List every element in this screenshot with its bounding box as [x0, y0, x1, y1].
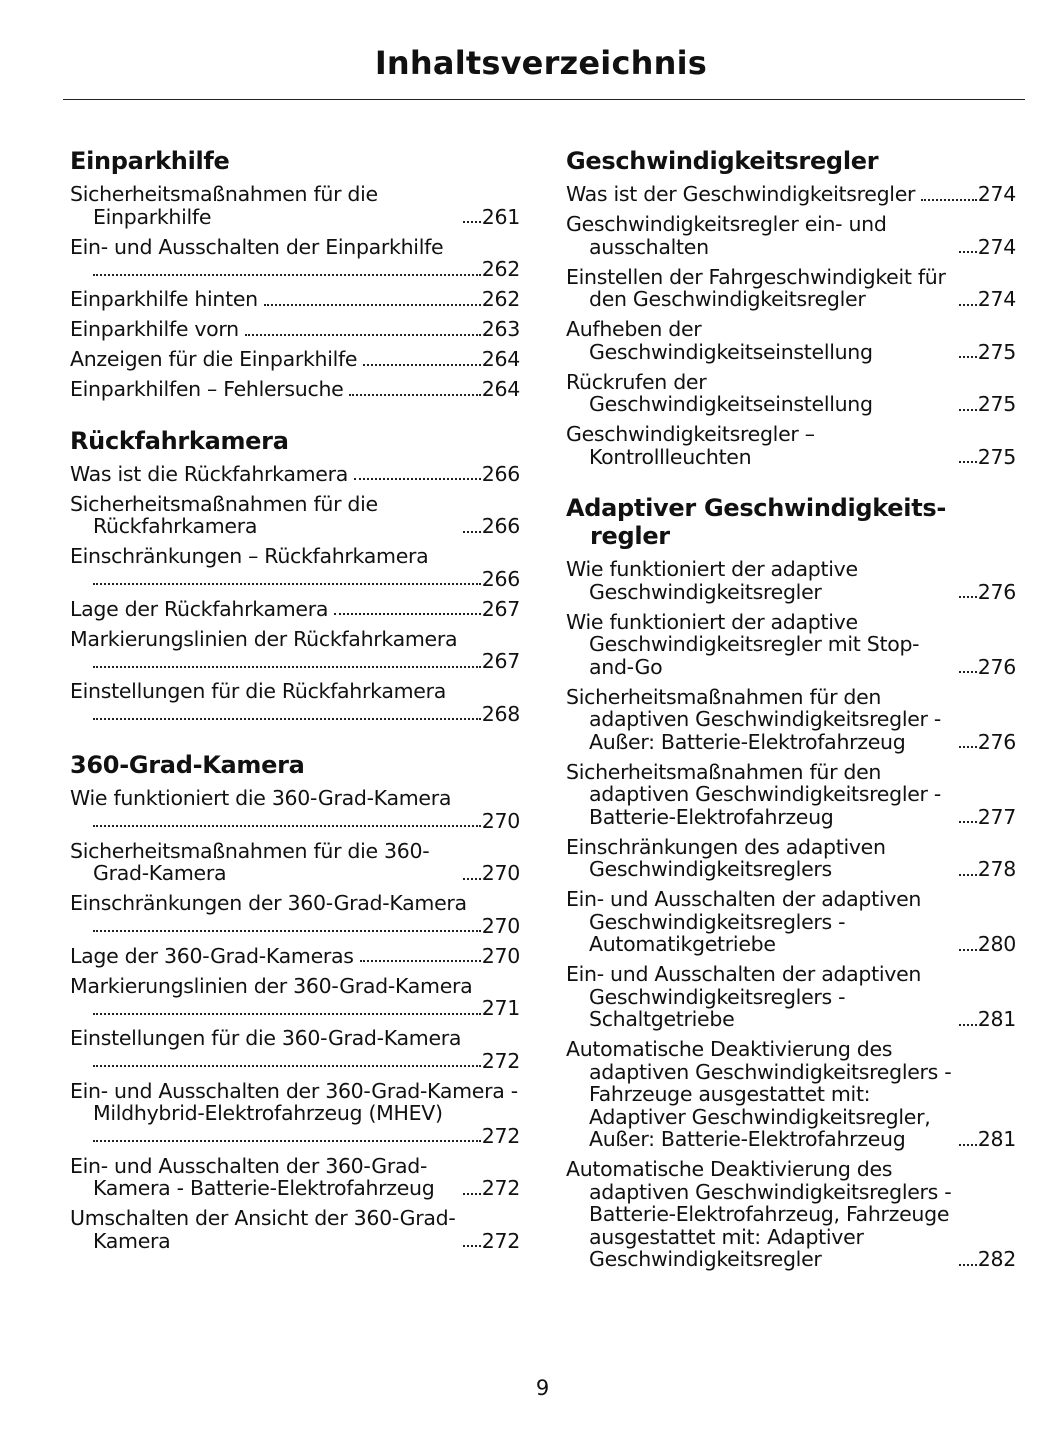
toc-entry[interactable] — [70, 183, 520, 228]
entry-page: 261 — [481, 204, 520, 229]
entry-text: Ein- und Ausschalten der adaptiven Geschwindigkeitsreglers - Automatikgetriebe — [566, 887, 922, 956]
dot-leader — [354, 478, 481, 480]
entry-text: Sicherheitsmaßnahmen für die 360-Grad-Kamera — [70, 838, 430, 885]
dot-leader — [360, 960, 481, 962]
entry-text: Was ist die Rückfahrkamera — [70, 461, 348, 486]
entry-page: 270 — [481, 913, 520, 938]
entry-text: Lage der Rückfahrkamera — [70, 596, 329, 621]
dot-leader — [959, 821, 977, 823]
toc-entry[interactable] — [566, 318, 1016, 363]
toc-entry[interactable] — [566, 888, 1016, 956]
entry-page: 264 — [481, 347, 520, 371]
toc-entry[interactable] — [566, 183, 1016, 206]
section-title: Einparkhilfe — [70, 147, 230, 175]
entry-text: Einstellen der Fahrgeschwindigkeit für den Geschwindigkeitsregler — [566, 264, 946, 311]
entry-page: 263 — [481, 317, 520, 341]
entry-text: Sicherheitsmaßnahmen für die Einparkhilfe — [70, 182, 378, 229]
toc-entry[interactable] — [566, 836, 1016, 881]
entry-page: 272 — [481, 1123, 520, 1148]
dot-leader — [959, 304, 977, 306]
entry-page: 281 — [977, 1127, 1016, 1151]
dot-leader — [959, 596, 977, 598]
entry-text: Markierungslinien der Rückfahrkamera — [70, 626, 458, 651]
dot-leader — [959, 1264, 977, 1266]
toc-section-einparkhilfe — [70, 147, 520, 401]
entry-page: 281 — [977, 1007, 1016, 1031]
entry-page: 275 — [977, 444, 1016, 469]
toc-entry[interactable] — [566, 371, 1016, 416]
toc-section-adaptiver-geschwindigkeitsregler — [566, 494, 1016, 1271]
entry-page: 270 — [481, 808, 520, 833]
entry-text: Ein- und Ausschalten der 360-Grad-Kamera - Batterie-Elektrofahrzeug — [70, 1153, 435, 1200]
entry-page: 266 — [481, 566, 520, 591]
toc-entry[interactable] — [70, 378, 520, 401]
toc-entry[interactable] — [70, 463, 520, 486]
dot-leader — [363, 364, 481, 366]
dot-leader — [93, 666, 481, 668]
entry-text: Einstellungen für die 360-Grad-Kamera — [70, 1026, 462, 1050]
toc-entry[interactable] — [70, 787, 520, 832]
dot-leader — [463, 878, 481, 880]
dot-leader — [463, 531, 481, 533]
dot-leader — [959, 746, 977, 748]
entry-text: Einschränkungen – Rückfahrkamera — [70, 544, 429, 568]
toc-entry[interactable] — [70, 840, 520, 885]
dot-leader — [463, 221, 481, 223]
toc-entry[interactable] — [566, 213, 1016, 258]
toc-section-360-grad-kamera — [70, 751, 520, 1252]
entry-text: Anzeigen für die Einparkhilfe — [70, 347, 358, 371]
dot-leader — [93, 274, 481, 276]
entry-text: Automatische Deaktivierung des adaptiven Geschwindigkeitsreglers - Batterie-Elektrofahrzeug, Fahrzeuge ausgestattet mit: Adaptiver Geschwindigkeitsregler — [566, 1157, 952, 1271]
toc-entry[interactable] — [70, 288, 520, 311]
entry-page: 276 — [977, 654, 1016, 679]
entry-text: Ein- und Ausschalten der adaptiven Geschwindigkeitsreglers - Schaltgetriebe — [566, 962, 922, 1031]
dot-leader — [463, 1193, 481, 1195]
dot-leader — [959, 874, 977, 876]
toc-section-rueckfahrkamera — [70, 427, 520, 726]
entry-text: Was ist der Geschwindigkeitsregler — [566, 182, 916, 206]
dot-leader — [93, 930, 481, 932]
dot-leader — [93, 1140, 481, 1142]
dot-leader — [959, 461, 977, 463]
entry-page: 272 — [481, 1048, 520, 1073]
toc-entry[interactable] — [70, 892, 520, 937]
dot-leader — [93, 718, 481, 720]
entry-text: Einschränkungen des adaptiven Geschwindigkeitsreglers — [566, 834, 886, 881]
entry-page: 274 — [977, 287, 1016, 311]
entry-page: 270 — [481, 861, 520, 885]
dot-leader — [959, 671, 977, 673]
entry-text: Ein- und Ausschalten der 360-Grad-Kamera - Mildhybrid-Elektrofahrzeug (MHEV) — [70, 1078, 518, 1125]
entry-page: 267 — [481, 649, 520, 673]
toc-entry[interactable] — [566, 1038, 1016, 1151]
toc-entry[interactable] — [566, 423, 1016, 468]
entry-page: 268 — [481, 701, 520, 726]
entry-page: 278 — [977, 857, 1016, 881]
entry-page: 274 — [977, 234, 1016, 259]
entry-text: Einparkhilfe vorn — [70, 317, 239, 341]
toc-column-right — [566, 143, 1016, 1297]
section-title: 360-Grad-Kamera — [70, 751, 305, 779]
dot-leader — [349, 394, 480, 396]
dot-leader — [264, 304, 481, 306]
entry-text: Geschwindigkeitsregler ein- und ausschalten — [566, 212, 887, 259]
entry-page: 262 — [481, 257, 520, 281]
entry-page: 280 — [977, 932, 1016, 956]
toc-column-left — [70, 143, 520, 1278]
toc-entry[interactable] — [70, 1080, 520, 1148]
entry-page: 275 — [977, 339, 1016, 364]
entry-page: 276 — [977, 729, 1016, 754]
toc-entry[interactable] — [70, 945, 520, 968]
section-title: Adaptiver Geschwindigkeits-regler — [566, 494, 947, 550]
toc-entry[interactable] — [70, 318, 520, 341]
entry-text: Ein- und Ausschalten der Einparkhilfe — [70, 234, 444, 259]
toc-entry[interactable] — [566, 1158, 1016, 1271]
entry-page: 264 — [481, 377, 520, 401]
entry-page: 270 — [481, 943, 520, 968]
entry-text: Aufheben der Geschwindigkeitseinstellung — [566, 317, 873, 364]
toc-entry[interactable] — [566, 611, 1016, 679]
entry-page: 275 — [977, 392, 1016, 416]
dot-leader — [334, 613, 481, 615]
dot-leader — [959, 1024, 977, 1026]
dot-leader — [959, 251, 977, 253]
toc-entry[interactable] — [70, 598, 520, 621]
entry-text: Markierungslinien der 360-Grad-Kamera — [70, 973, 473, 998]
dot-leader — [463, 1245, 481, 1247]
entry-page: 262 — [481, 287, 520, 311]
entry-page: 266 — [481, 514, 520, 538]
dot-leader — [921, 199, 977, 201]
toc-section-geschwindigkeitsregler — [566, 147, 1016, 468]
entry-page: 272 — [481, 1228, 520, 1253]
entry-text: Wie funktioniert der adaptive Geschwindigkeitsregler — [566, 557, 858, 604]
entry-text: Einschränkungen der 360-Grad-Kamera — [70, 891, 467, 915]
entry-text: Automatische Deaktivierung des adaptiven Geschwindigkeitsreglers - Fahrzeuge ausgestattet mit: Adaptiver Geschwindigkeitsregler, Außer: Batterie-Elektrofahrzeug — [566, 1037, 952, 1151]
entry-page: 274 — [977, 182, 1016, 206]
dot-leader — [959, 1144, 977, 1146]
toc-entry[interactable] — [70, 1027, 520, 1072]
dot-leader — [959, 949, 977, 951]
dot-leader — [93, 825, 481, 827]
toc-entry[interactable] — [70, 545, 520, 590]
entry-page: 277 — [977, 804, 1016, 829]
toc-entry[interactable] — [70, 1207, 520, 1252]
toc-entry[interactable] — [70, 236, 520, 281]
dot-leader — [959, 409, 977, 411]
toc-entry[interactable] — [70, 680, 520, 725]
title-divider — [63, 99, 1025, 100]
dot-leader — [93, 583, 481, 585]
entry-text: Lage der 360-Grad-Kameras — [70, 943, 354, 968]
toc-entry[interactable] — [70, 628, 520, 673]
toc-entry[interactable] — [566, 963, 1016, 1031]
entry-page: 271 — [481, 996, 520, 1020]
entry-text: Sicherheitsmaßnahmen für die Rückfahrkamera — [70, 491, 378, 538]
entry-page: 266 — [481, 461, 520, 486]
section-title: Geschwindigkeitsregler — [566, 147, 879, 175]
section-title: Rückfahrkamera — [70, 426, 289, 455]
dot-leader — [245, 334, 481, 336]
entry-text: Sicherheitsmaßnahmen für den adaptiven Geschwindigkeitsregler - Außer: Batterie-Elektrofahrzeug — [566, 684, 941, 754]
entry-page: 267 — [481, 596, 520, 621]
entry-text: Sicherheitsmaßnahmen für den adaptiven Geschwindigkeitsregler - Batterie-Elektrofahrzeug — [566, 759, 941, 829]
entry-page: 282 — [977, 1247, 1016, 1271]
entry-text: Wie funktioniert die 360-Grad-Kamera — [70, 786, 452, 810]
dot-leader — [959, 356, 977, 358]
toc-entry[interactable] — [70, 975, 520, 1020]
toc-entry[interactable] — [566, 558, 1016, 603]
entry-text: Einstellungen für die Rückfahrkamera — [70, 679, 446, 703]
dot-leader — [93, 1065, 481, 1067]
entry-text: Umschalten der Ansicht der 360-Grad-Kamera — [70, 1206, 456, 1253]
entry-text: Einparkhilfe hinten — [70, 287, 258, 311]
entry-text: Einparkhilfen – Fehlersuche — [70, 377, 344, 401]
dot-leader — [93, 1013, 481, 1015]
toc-entry[interactable] — [70, 348, 520, 371]
entry-page: 272 — [481, 1176, 520, 1200]
entry-page: 276 — [977, 579, 1016, 604]
toc-entry[interactable] — [566, 686, 1016, 754]
toc-entry[interactable] — [566, 761, 1016, 829]
entry-text: Wie funktioniert der adaptive Geschwindigkeitsregler mit Stop-and-Go — [566, 609, 920, 679]
entry-text: Geschwindigkeitsregler – Kontrollleuchten — [566, 422, 815, 469]
toc-entry[interactable] — [566, 266, 1016, 311]
toc-entry[interactable] — [70, 493, 520, 538]
page-title: Inhaltsverzeichnis — [374, 44, 707, 82]
toc-entry[interactable] — [70, 1155, 520, 1200]
entry-text: Rückrufen der Geschwindigkeitseinstellung — [566, 369, 873, 416]
page-number: 9 — [535, 1376, 550, 1400]
